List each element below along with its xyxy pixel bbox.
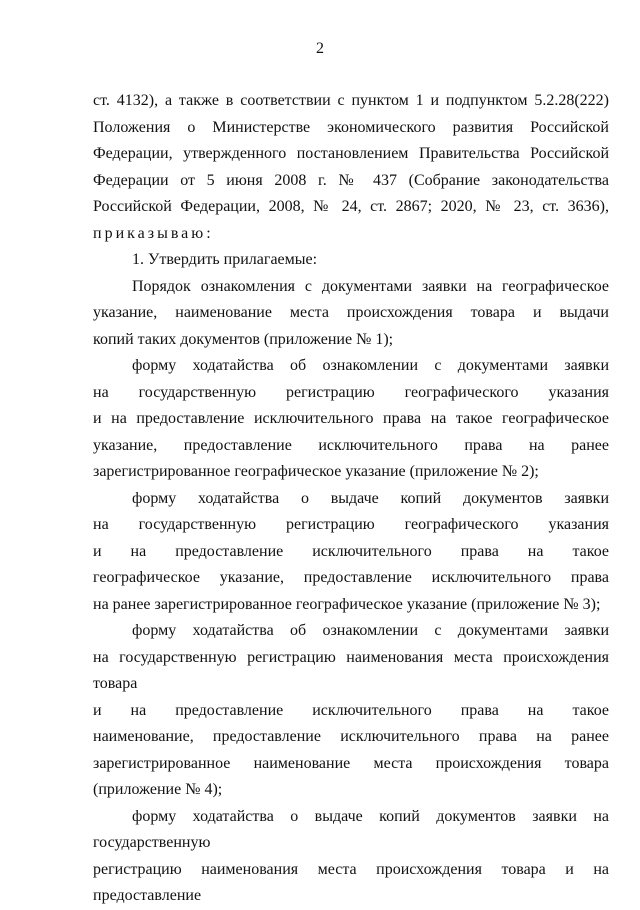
text-line: Федерации от 5 июня 2008 г. № 437 (Собрание законодательства [93, 171, 609, 189]
text-line: форму ходатайства о выдаче копий документов заявки [132, 489, 609, 507]
text-line: зарегистрированное географическое указание (приложение № 2); [93, 463, 539, 480]
text-line: на государственную регистрацию географического указания [93, 516, 609, 533]
page-number: 2 [316, 40, 324, 57]
text-line: ст. 4132), а также в соответствии с пунктом 1 и подпунктом 5.2.28(222) [93, 92, 609, 109]
document-body [93, 88, 609, 910]
text-line: указание, наименование места происхождения товара и выдачи [93, 304, 609, 321]
text-line: Российской Федерации, 2008, № 24, ст. 2867; 2020, № 23, ст. 3636), [93, 198, 609, 215]
text-line: на государственную регистрацию наименования места происхождения товара [93, 648, 609, 692]
text-line: географическое указание, предоставление исключительного права [93, 569, 609, 586]
text-line: указание, предоставление исключительного права на ранее [93, 436, 609, 454]
text-line: зарегистрированное наименование места происхождения товара [93, 754, 609, 772]
text-line: (приложение № 4); [93, 781, 223, 798]
text-line: форму ходатайства об ознакомлении с документами заявки [132, 622, 609, 639]
text-line: на ранее зарегистрированное географическое указание (приложение № 3); [93, 595, 601, 613]
text-line: форму ходатайства об ознакомлении с документами заявки [132, 357, 609, 374]
text-line: форму ходатайства о выдаче копий документов заявки на государственную [93, 807, 609, 851]
order-word: приказываю: [93, 224, 214, 242]
approve-heading: 1. Утвердить прилагаемые: [132, 251, 318, 268]
text-line: наименование, предоставление исключительного права на ранее [93, 728, 609, 745]
text-line: Порядок ознакомления с документами заявки на географическое [132, 277, 609, 295]
text-line: и на предоставление исключительного права на такое географическое [93, 410, 609, 427]
text-line: копий таких документов (приложение № 1); [93, 330, 394, 348]
text-line: на государственную регистрацию географического указания [93, 383, 609, 401]
text-line: и на предоставление исключительного права на такое [93, 701, 609, 719]
text-line: регистрацию наименования места происхождения товара и на предоставление [93, 860, 609, 904]
text-line: Положения о Министерстве экономического развития Российской [93, 118, 609, 136]
text-line: и на предоставление исключительного права на такое [93, 542, 609, 560]
text-line: Федерации, утвержденного постановлением Правительства Российской [93, 145, 609, 162]
